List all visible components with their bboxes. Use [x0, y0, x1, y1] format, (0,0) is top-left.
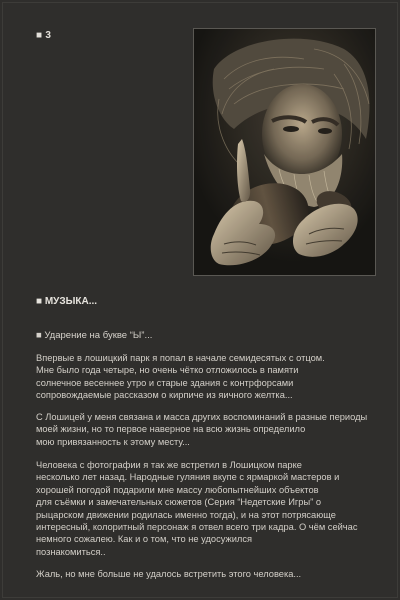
page-number: ■ 3 — [36, 30, 52, 41]
paragraph-line: познакомиться.. — [36, 546, 106, 557]
paragraph-line: сопровождаемые рассказом о кирпиче из яичного желтка... — [36, 390, 293, 401]
paragraph-line: немного сожалею. Как и о том, что не удосужился — [36, 534, 253, 545]
subheading: ■ Ударение на букве “Ы”... — [36, 330, 153, 341]
paragraph-2 — [36, 411, 381, 448]
paragraph-1 — [36, 352, 381, 402]
paragraph-line: Человека с фотографии я так же встретил в Лошицком парке — [36, 460, 302, 470]
paragraph-line: Мне было года четыре, но очень чётко отложилось в памяти — [36, 365, 299, 376]
paragraph-line: Впервые в лошицкий парк я попал в начале семидесятых с отцом. — [36, 353, 325, 363]
paragraph-line: С Лошицей у меня связана и масса других воспоминаний в разные периоды — [36, 412, 368, 422]
section-title: ■ МУЗЫКА... — [36, 296, 98, 307]
portrait-image — [194, 29, 375, 275]
portrait-photo — [193, 28, 376, 276]
paragraph-line: моей жизни, но то первое наверное на всю жизнь определило — [36, 424, 306, 435]
paragraph-line: хорошей погодой подарили мне массу любопытнейших объектов — [36, 484, 319, 495]
paragraph-line: Жаль, но мне больше не удалось встретить этого человека... — [36, 569, 302, 579]
paragraph-3 — [36, 459, 381, 558]
paragraph-line: интересный, колоритный персонаж я отвел всего три кадра. О чём сейчас — [36, 522, 358, 533]
paragraph-line: для съёмки и замечательных сюжетов (Серия “Недетские Игры” о — [36, 497, 321, 508]
paragraph-line: рыцарском движении родилась именно тогда), и на этот потрясающе — [36, 509, 336, 520]
paragraph-4 — [36, 568, 381, 580]
paragraph-line: солнечное весеннее утро и старые здания с контрфорсами — [36, 377, 294, 388]
paragraph-line: несколько лет назад. Народные гуляния вкупе с ярмаркой мастеров и — [36, 472, 340, 483]
paragraph-line: мою привязанность к этому месту... — [36, 436, 190, 447]
